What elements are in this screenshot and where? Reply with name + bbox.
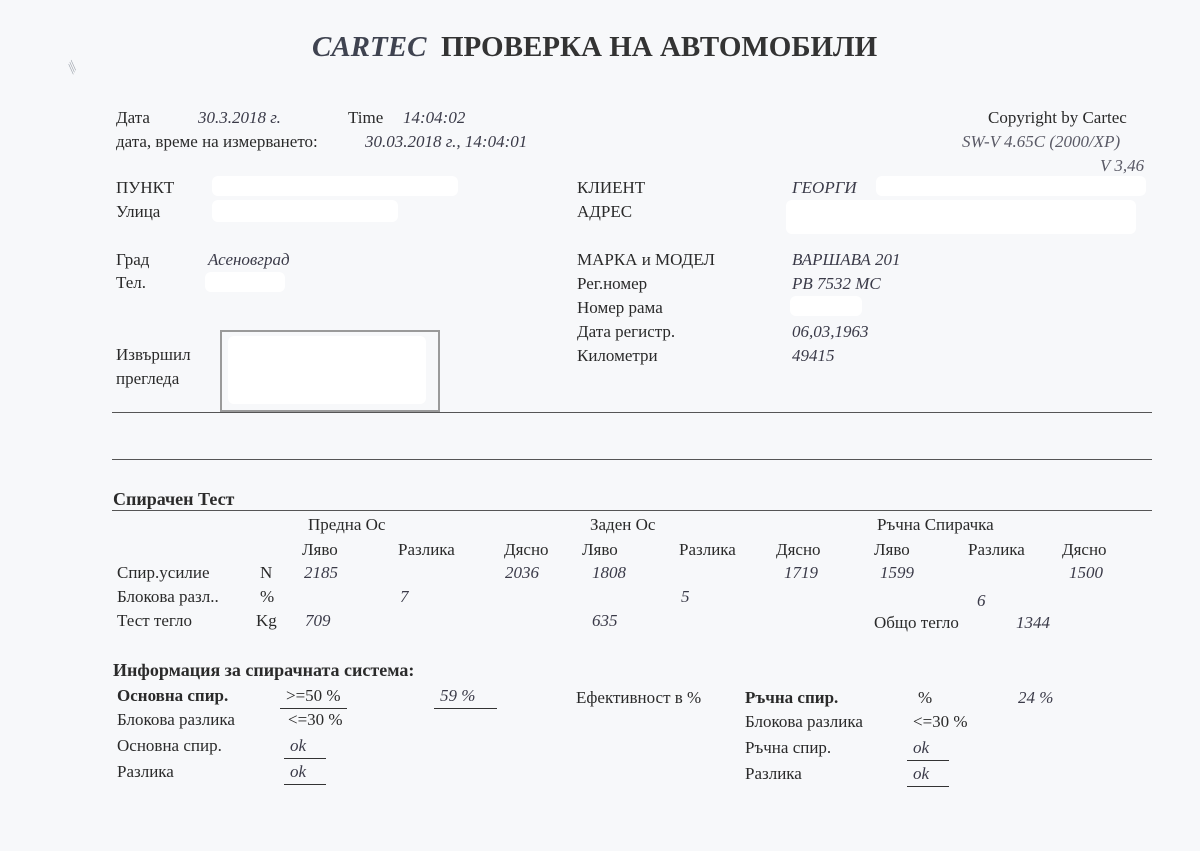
phone-label: Тел. (116, 273, 147, 292)
divider-1 (112, 412, 1152, 413)
force-front-left: 2185 (304, 563, 338, 582)
main-result-label: Основна спир. (117, 736, 222, 755)
redacted-street (212, 200, 398, 222)
diff-label-left: Разлика (117, 762, 174, 781)
force-hand-left: 1599 (880, 563, 914, 582)
force-front-right: 2036 (505, 563, 539, 582)
hand-brake-header: Ръчна Спирачка (877, 515, 994, 534)
diff-label-right: Разлика (745, 764, 802, 783)
block-hand-diff: 6 (977, 591, 986, 610)
efficiency-label: Ефективност в % (576, 688, 702, 707)
time-label: Time (348, 108, 384, 127)
regdate-label: Дата регистр. (577, 322, 676, 341)
reg-label: Рег.номер (577, 274, 648, 293)
force-rear-right: 1719 (784, 563, 818, 582)
rear-right-header: Дясно (776, 540, 821, 559)
weight-label: Тест тегло (117, 611, 192, 630)
block-diff-label: Блокова разлика (117, 710, 235, 729)
frame-label: Номер рама (577, 298, 663, 317)
time-value: 14:04:02 (403, 108, 466, 127)
block-rear-diff: 5 (681, 587, 690, 606)
front-diff-header: Разлика (398, 540, 455, 559)
diff-result-left: ok (284, 762, 326, 785)
hand-block-requirement: <=30 % (913, 712, 968, 731)
measure-label: дата, време на измерването: (116, 132, 318, 151)
total-weight-label: Общо тегло (874, 613, 959, 632)
city-label: Град (116, 250, 150, 269)
main-brake-value: 59 % (434, 686, 497, 709)
divider-3 (112, 510, 1152, 511)
force-label: Спир.усилие (117, 563, 210, 582)
hand-left-header: Ляво (874, 540, 910, 559)
block-unit: % (260, 587, 275, 606)
brake-test-title: Спирачен Тест (113, 489, 235, 509)
block-label: Блокова разл.. (117, 587, 219, 606)
brand-name: CARTEC (312, 31, 427, 63)
rear-axle-header: Заден Ос (590, 515, 656, 534)
force-rear-left: 1808 (592, 563, 626, 582)
km-label: Километри (577, 346, 658, 365)
weight-rear: 635 (592, 611, 618, 630)
main-result-value: ok (284, 736, 326, 759)
redacted-phone (205, 272, 285, 292)
weight-front: 709 (305, 611, 331, 630)
hand-result-label: Ръчна спир. (745, 738, 832, 757)
address-label: АДРЕС (577, 202, 633, 221)
redacted-signature (228, 336, 426, 404)
city-value: Асеновград (208, 250, 290, 269)
software-version: SW-V 4.65C (2000/XP) (962, 132, 1121, 151)
rear-diff-header: Разлика (679, 540, 736, 559)
km-value: 49415 (792, 346, 835, 365)
force-hand-right: 1500 (1069, 563, 1103, 582)
info-title: Информация за спирачната система: (113, 660, 415, 680)
redacted-point (212, 176, 458, 196)
inspector-label-1: Извършил (116, 345, 191, 364)
client-value: ГЕОРГИ (792, 178, 857, 197)
block-front-diff: 7 (400, 587, 409, 606)
front-right-header: Дясно (504, 540, 549, 559)
hand-brake-label: Ръчна спир. (745, 688, 839, 707)
redacted-frame (790, 296, 862, 316)
main-brake-requirement: >=50 % (280, 686, 347, 709)
make-value: ВАРШАВА 201 (792, 250, 901, 269)
redacted-client (876, 176, 1146, 196)
point-label: ПУНКТ (116, 178, 175, 197)
inspector-label-2: прегледа (116, 369, 180, 388)
hand-block-label: Блокова разлика (745, 712, 863, 731)
report-title (312, 30, 877, 64)
diff-result-right: ok (907, 764, 949, 787)
scan-artifact-icon: ⁄⁄⁄ (64, 60, 82, 75)
main-brake-label: Основна спир. (117, 686, 229, 705)
divider-2 (112, 459, 1152, 460)
make-label: МАРКА и МОДЕЛ (577, 250, 715, 269)
street-label: Улица (116, 202, 161, 221)
redacted-address (786, 200, 1136, 234)
hand-right-header: Дясно (1062, 540, 1107, 559)
hand-brake-value: 24 % (1018, 688, 1054, 707)
force-unit: N (260, 563, 273, 582)
hand-brake-requirement: % (918, 688, 933, 707)
block-diff-requirement: <=30 % (288, 710, 343, 729)
date-label: Дата (116, 108, 150, 127)
hand-diff-header: Разлика (968, 540, 1025, 559)
title-text: ПРОВЕРКА НА АВТОМОБИЛИ (440, 31, 878, 63)
measure-value: 30.03.2018 г., 14:04:01 (365, 132, 528, 151)
weight-unit: Kg (256, 611, 277, 630)
total-weight-value: 1344 (1016, 613, 1050, 632)
client-label: КЛИЕНТ (577, 178, 646, 197)
firmware-version: V 3,46 (1100, 156, 1145, 175)
reg-value: РВ 7532 МС (792, 274, 881, 293)
front-axle-header: Предна Ос (308, 515, 386, 534)
hand-result-value: ok (907, 738, 949, 761)
rear-left-header: Ляво (582, 540, 618, 559)
front-left-header: Ляво (302, 540, 338, 559)
regdate-value: 06,03,1963 (792, 322, 869, 341)
copyright: Copyright by Cartec (988, 108, 1127, 127)
date-value: 30.3.2018 г. (198, 108, 281, 127)
